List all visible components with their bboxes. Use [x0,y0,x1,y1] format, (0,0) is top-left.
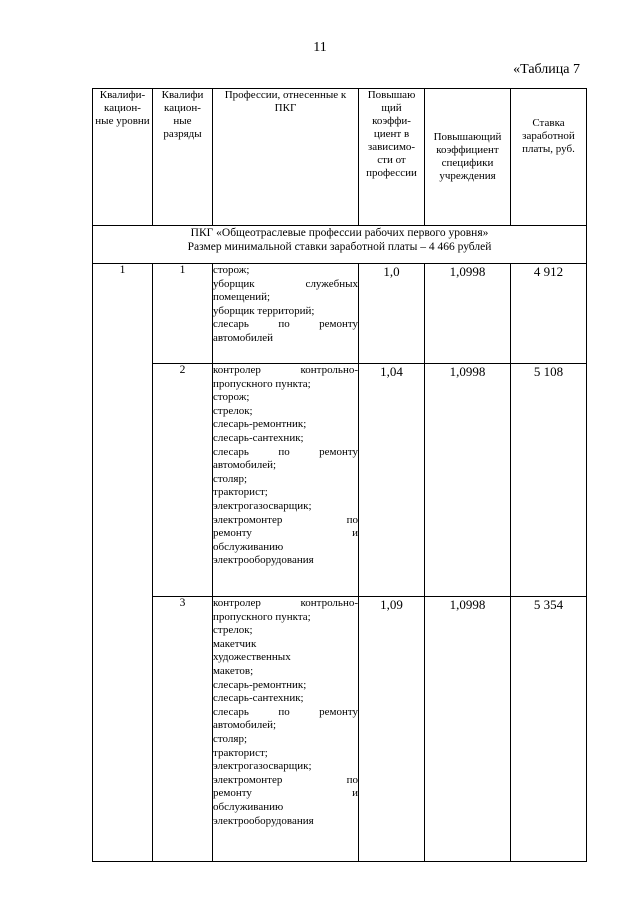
profession-line: стрелок; [213,624,253,637]
professions-cell [213,264,359,364]
profession-line: тракторист; [213,486,268,499]
profession-line: уборщик служебных [213,277,358,290]
profession-line: контролер контрольно- [213,597,358,609]
institution-coefficient: 1,0998 [425,264,511,364]
pkg-group-row [93,226,587,264]
profession-line: ремонту и [213,527,358,540]
profession-line: сторож; [213,391,250,404]
header-institution-coefficient: Повышающий коэффициент специфики учреждения [425,89,511,226]
salary-rate: 5 108 [511,364,587,597]
header-qualification-grades: Квалифи кацион-ные разряды [153,89,213,226]
salary-rate: 4 912 [511,264,587,364]
profession-line: автомобилей; [213,719,277,732]
profession-line: обслуживанию [213,540,284,553]
profession-line: обслуживанию [213,800,284,813]
institution-coefficient: 1,0998 [425,364,511,597]
pkg-group-min-rate: Размер минимальной ставки заработной платы – 4 466 рублей [187,241,492,253]
profession-line: тракторист; [213,746,268,759]
header-salary-rate: Ставка заработной платы, руб. [511,89,587,226]
professions-cell [213,597,359,862]
profession-coefficient: 1,0 [359,264,425,364]
page-number: 11 [313,40,327,55]
table-row [93,264,587,364]
profession-line: автомобилей; [213,459,277,472]
profession-line: слесарь-ремонтник; [213,418,307,431]
profession-line: столяр; [213,732,248,745]
qualification-level-cell: 1 [93,264,153,862]
header-professions: Профессии, отнесенные к ПКГ [213,89,359,226]
table-row [93,364,587,597]
profession-line: помещений; [213,291,271,304]
grade-cell: 3 [153,597,213,862]
profession-line: столяр; [213,472,248,485]
profession-line: слесарь по ремонту [213,445,358,458]
profession-line: электромонтер по [213,773,358,786]
profession-line: автомобилей [213,331,273,344]
profession-line: ремонту и [213,787,358,800]
table-caption: «Таблица 7 [513,62,580,77]
salary-rate: 5 354 [511,597,587,862]
profession-line: слесарь по ремонту [213,705,358,718]
pkg-group-title: ПКГ «Общеотраслевые профессии рабочих первого уровня» [190,227,489,239]
profession-line: пропускного пункта; [213,377,311,390]
profession-line: контролер контрольно- [213,364,358,376]
institution-coefficient: 1,0998 [425,597,511,862]
profession-line: электрогазосварщик; [213,760,312,773]
profession-line: сторож; [213,264,250,276]
profession-coefficient: 1,04 [359,364,425,597]
profession-line: слесарь-сантехник; [213,692,304,705]
profession-line: электрооборудования [213,814,314,827]
profession-line: макетов; [213,664,254,677]
profession-line: пропускного пункта; [213,610,311,623]
profession-line: слесарь-сантехник; [213,431,304,444]
profession-coefficient: 1,09 [359,597,425,862]
profession-line: стрелок; [213,404,253,417]
profession-line: слесарь-ремонтник; [213,678,307,691]
header-row [93,89,587,226]
pkg-group-cell [93,226,587,264]
profession-line: уборщик территорий; [213,304,315,317]
grade-cell: 2 [153,364,213,597]
profession-line: художественных [213,651,291,664]
profession-line: слесарь по ремонту [213,318,358,331]
profession-line: макетчик [213,637,257,650]
profession-line: электромонтер по [213,513,358,526]
salary-table [92,88,587,862]
professions-cell [213,364,359,597]
header-qualification-levels: Квалифи-кацион-ные уровни [93,89,153,226]
table-row [93,597,587,862]
grade-cell: 1 [153,264,213,364]
profession-line: электрооборудования [213,554,314,567]
profession-line: электрогазосварщик; [213,499,312,512]
header-profession-coefficient: Повышаю щий коэффи-циент в зависимо-сти от профессии [359,89,425,226]
